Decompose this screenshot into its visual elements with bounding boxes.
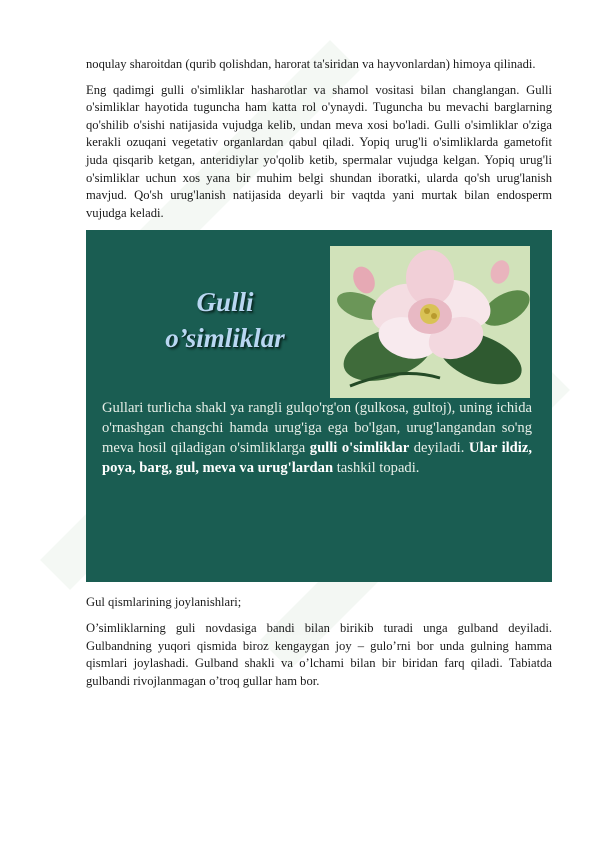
paragraph-heading-parts: Gul qismlarining joylanishlari; xyxy=(86,595,242,610)
slide-title xyxy=(130,284,320,356)
slide-body-text xyxy=(102,398,532,478)
slide-body-bold1: gulli o'simliklar xyxy=(309,440,410,457)
slide-title-line1: Gulli xyxy=(196,287,254,318)
paragraph-angiosperms: Eng qadimgi gulli o'simliklar hasharotlar va shamol vositasi bilan changlangan. Gulli o'simliklar hayotida tuguncha ham katta rol o'ynaydi. Tuguncha bu mevachi barglarning qo'shilib o'sishi natijasida vujudga kelib, undan meva xosi bo'ladi. Gulli o'simliklar o'ziga kerakli ozuqani vegetativ organlardan qabul qiladi. Yopiq urug'li o'simliklarda gametofit juda qisqarib ketgan, anteridiylar yo'qolib ketib, spermalar vujudga kelgan. Yopiq urug'li o'simliklar uchun xos yana bir muhim belgi shundan iboratki, ularda qo'sh urug'lanish mavjud. Qo'sh urug'lanish natijasida deyarli bir vaqtda yani murtak bilan endosperm vujudga keladi. xyxy=(86,82,552,220)
slide-body-part3: tashkil topadi. xyxy=(333,460,420,477)
paragraph-intro: noqulay sharoitdan (qurib qolishdan, harorat ta'siridan va hayvonlardan) himoya qilinadi. xyxy=(86,57,536,71)
slide-title-line2: o’simliklar xyxy=(165,323,285,354)
slide-body-bold2: Ular ildiz, poya, barg, gul, meva va urug'lardan xyxy=(102,440,532,477)
slide-body-part1: Gullari turlicha shakl ya rangli gulqo'rg'on (gulkosa, gultoj), uning ichida o'rnashgan changchi hamda urug'iga ega bo'lgan, urug'langandan so'ng meva hosil qiladigan o'simliklarga xyxy=(102,400,532,457)
slide-body-part2: deyiladi. xyxy=(409,440,469,457)
document-page xyxy=(86,56,552,698)
magnolia-flower-icon xyxy=(330,246,530,398)
slide-image xyxy=(86,230,552,582)
paragraph-pedicel: O’simliklarning guli novdasiga bandi bilan birikib turadi unga gulband deyiladi. Gulbandning yuqori qismida biroz kengaygan joy – gulo’rni bor unda gulning hamma qismlari joylashadi. Gulband shakli va o’lchami bilan bir biridan farq qiladi. Tabiatda gulbandi rivojlanmagan o’troq gullar ham bor. xyxy=(86,620,552,688)
